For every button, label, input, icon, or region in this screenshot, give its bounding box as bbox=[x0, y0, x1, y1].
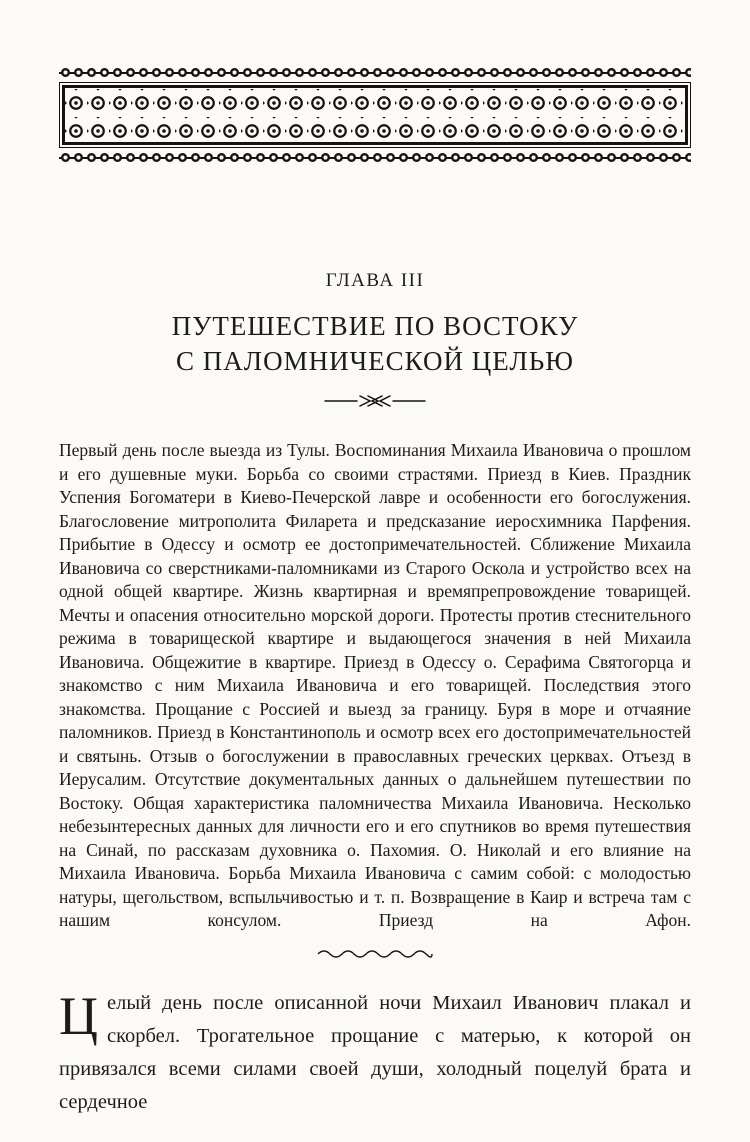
section-divider bbox=[59, 945, 691, 963]
body-paragraph bbox=[59, 987, 691, 1119]
chapter-title-line1: ПУТЕШЕСТВИЕ ПО ВОСТОКУ bbox=[171, 311, 579, 341]
page-content bbox=[0, 66, 750, 1119]
title-divider bbox=[59, 393, 691, 414]
opposed-arrows-icon bbox=[323, 393, 427, 409]
chapter-label: ГЛАВА III bbox=[325, 270, 425, 291]
header-ornament-band bbox=[59, 66, 691, 164]
body-paragraph-text: елый день после описанной ночи Михаил Иванович плакал и скорбел. Трогательное прощание с матерью, к которой он привязался всеми силами своей души, холодный поцелуй брата и сердечное bbox=[59, 991, 691, 1113]
ornament-chain-top-icon bbox=[59, 66, 691, 79]
chapter-title-line2: С ПАЛОМНИЧЕСКОЙ ЦЕЛЬЮ bbox=[176, 346, 574, 376]
ornament-rosette-pattern-icon bbox=[62, 85, 688, 145]
chapter-title bbox=[59, 309, 691, 379]
drop-cap: Ц bbox=[59, 985, 98, 1046]
wavy-line-icon bbox=[315, 946, 435, 958]
ornament-chain-bottom-icon bbox=[59, 151, 691, 164]
ornament-frame bbox=[59, 82, 691, 148]
chapter-summary: Первый день после выезда из Тулы. Воспоминания Михаила Ивановича о прошлом и его душевные муки. Борьба со своими страстями. Приезд в Киев. Праздник Успения Богоматери в Киево-Печерской лавре и особенности его богослужения. Благословение митрополита Филарета и предсказание иеросхимника Парфения. Прибытие в Одессу и осмотр ее достопримечательностей. Сближение Михаила Ивановича со сверстниками-паломниками из Старого Оскола и устройство всех на одной общей квартире. Жизнь квартирная и времяпрепровождение товарищей. Мечты и опасения относительно морской дороги. Протесты против стеснительного режима в товарищеской квартире и выдающегося значения в ней Михаила Ивановича. Общежитие в квартире. Приезд в Одессу о. Серафима Святогорца и знакомство с ним Михаила Ивановича и его товарищей. Последствия этого знакомства. Прощание с Россией и выезд за границу. Буря в море и отчаяние паломников. Приезд в Константинополь и осмотр всех его достопримечательностей и святынь. Отзыв о богослужении в православных греческих церквах. Отъезд в Иерусалим. Отсутствие документальных данных о дальнейшем путешествии по Востоку. Общая характеристика паломничества Михаила Ивановича. Несколько небезынтересных данных для личности его и его спутников во время путешествия на Синай, по рассказам духовника о. Пахомия. О. Николай и его влияние на Михаила Ивановича. Борьба Михаила Ивановича с самим собой: с молодостью натуры, щегольством, вспыльчивостью и т. п. Возвращение в Каир и встреча там с нашим консулом. Приезд на Афон. bbox=[59, 440, 691, 930]
